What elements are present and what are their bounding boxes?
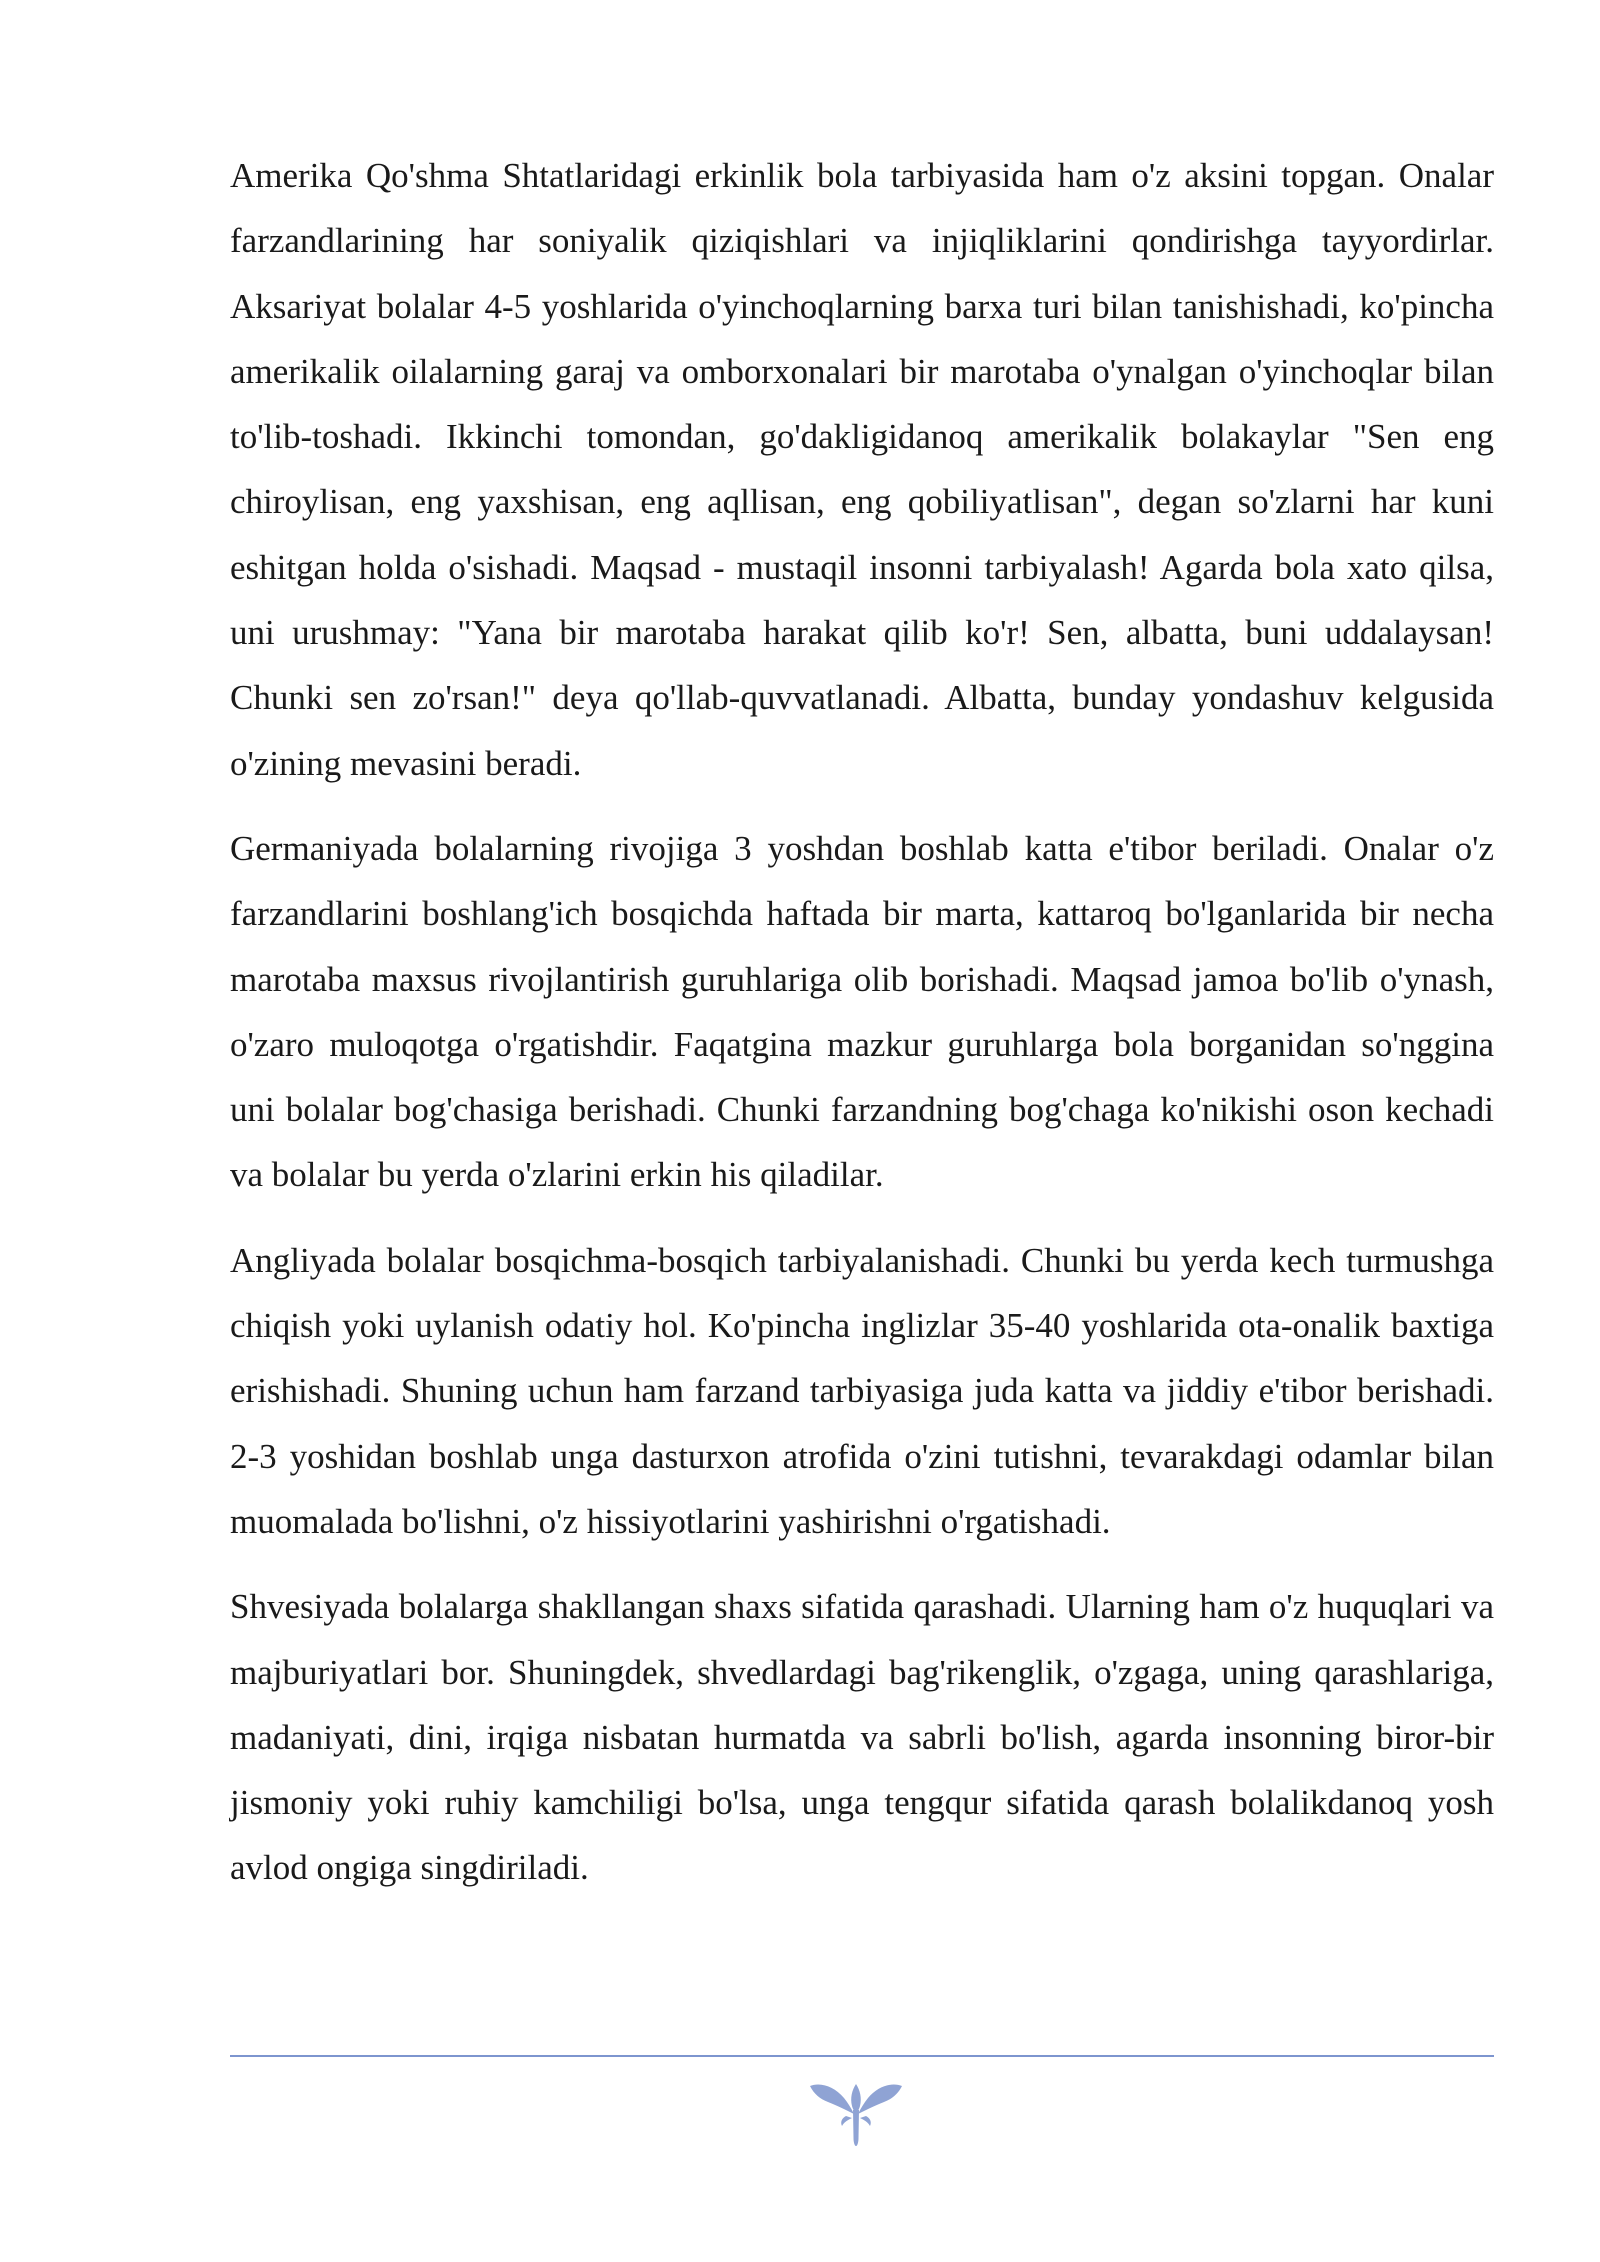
footer-divider	[230, 2055, 1494, 2057]
floral-ornament-icon	[808, 2080, 904, 2148]
document-body	[230, 143, 1494, 1921]
paragraph-sweden: Shvesiyada bolalarga shakllangan shaxs sifatida qarashadi. Ularning ham o'z huquqlari va majburiyatlari bor. Shuningdek, shvedlardagi bag'rikenglik, o'zgaga, uning qarashlariga, madaniyati, dini, irqiga nisbatan hurmatda va sabrli bo'lish, agarda insonning biror-bir jismoniy yoki ruhiy kamchiligi bo'lsa, unga tengqur sifatida qarash bolalikdanoq yosh avlod ongiga singdiriladi.	[230, 1587, 1494, 1888]
paragraph-germany: Germaniyada bolalarning rivojiga 3 yoshdan boshlab katta e'tibor beriladi. Onalar o'z farzandlarini boshlang'ich bosqichda haftada bir marta, kattaroq bo'lganlarida bir necha marotaba maxsus rivojlantirish guruhlariga olib borishadi. Maqsad jamoa bo'lib o'ynash, o'zaro muloqotga o'rgatishdir. Faqatgina mazkur guruhlarga bola borganidan so'nggina uni bolalar bog'chasiga berishadi. Chunki farzandning bog'chaga ko'nikishi oson kechadi va bolalar bu yerda o'zlarini erkin his qiladilar.	[230, 828, 1494, 1195]
paragraph-usa: Amerika Qo'shma Shtatlaridagi erkinlik bola tarbiyasida ham o'z aksini topgan. Onalar farzandlarining har soniyalik qiziqishlari va injiqliklarini qondirishga tayyordirlar. Aksariyat bolalar 4-5 yoshlarida o'yinchoqlarning barxa turi bilan tanishishadi, ko'pincha amerikalik oilalarning garaj va omborxonalari bir marotaba o'ynalgan o'yinchoqlar bilan to'lib-toshadi. Ikkinchi tomondan, go'dakligidanoq amerikalik bolakaylar "Sen eng chiroylisan, eng yaxshisan, eng aqllisan, eng qobiliyatlisan", degan so'zlarni har kuni eshitgan holda o'sishadi. Maqsad - mustaqil insonni tarbiyalash! Agarda bola xato qilsa, uni urushmay: "Yana bir marotaba harakat qilib ko'r! Sen, albatta, buni uddalaysan! Chunki sen zo'rsan!" deya qo'llab-quvvatlanadi. Albatta, bunday yondashuv kelgusida o'zining mevasini beradi.	[230, 156, 1494, 783]
paragraph-england: Angliyada bolalar bosqichma-bosqich tarbiyalanishadi. Chunki bu yerda kech turmushga chiqish yoki uylanish odatiy hol. Ko'pincha inglizlar 35-40 yoshlarida ota-onalik baxtiga erishishadi. Shuning uchun ham farzand tarbiyasiga juda katta va jiddiy e'tibor berishadi. 2-3 yoshidan boshlab unga dasturxon atrofida o'zini tutishni, tevarakdagi odamlar bilan muomalada bo'lishni, o'z hissiyotlarini yashirishni o'rgatishadi.	[230, 1240, 1494, 1541]
